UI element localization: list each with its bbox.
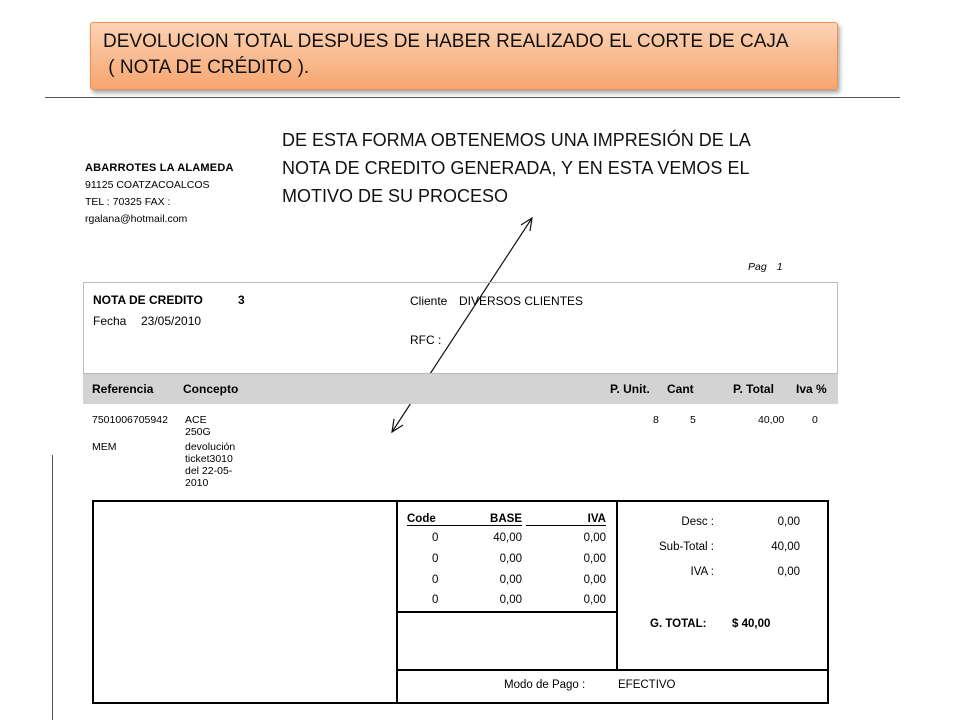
- tax-code: 0: [432, 532, 439, 544]
- tax-base: 40,00: [493, 532, 522, 544]
- left-vertical-rule: [52, 455, 53, 720]
- tax-base: 0,00: [499, 594, 522, 606]
- subtotal-value: 40,00: [771, 541, 800, 553]
- box-divider: [616, 502, 618, 670]
- rfc-label: RFC :: [410, 333, 442, 347]
- client-name: DIVERSOS CLIENTES: [459, 294, 584, 308]
- box-divider: [396, 502, 398, 704]
- col-total: P. Total: [733, 382, 774, 396]
- company-address: 91125 COATZACOALCOS: [85, 179, 210, 191]
- subtotal-label: Sub-Total :: [659, 541, 714, 553]
- tax-base: 0,00: [499, 553, 522, 565]
- company-name: ABARROTES LA ALAMEDA: [85, 162, 234, 174]
- items-table-header: [83, 374, 838, 404]
- box-divider: [396, 611, 617, 613]
- row-total: 40,00: [758, 414, 785, 426]
- row-unit-price: 8: [653, 414, 659, 426]
- page-number: 1: [776, 261, 783, 273]
- tax-iva: 0,00: [583, 574, 606, 586]
- date-label: Fecha: [93, 314, 127, 328]
- row-ref: 7501006705942: [92, 414, 168, 426]
- payment-label: Modo de Pago :: [504, 679, 586, 691]
- company-email: rgalana@hotmail.com: [85, 213, 188, 225]
- iva-total-value: 0,00: [777, 566, 800, 578]
- col-unit-price: P. Unit.: [610, 382, 650, 396]
- row-ref: MEM: [92, 441, 117, 453]
- row-concept: ACE 250G: [185, 414, 211, 438]
- iva-total-label: IVA :: [690, 566, 714, 578]
- tax-col-iva: IVA: [526, 513, 606, 526]
- tax-code: 0: [432, 553, 439, 565]
- col-iva: Iva %: [796, 382, 827, 396]
- note-date: 23/05/2010: [141, 314, 202, 328]
- desc-value: 0,00: [777, 516, 800, 528]
- explanation-line: DE ESTA FORMA OBTENEMOS UNA IMPRESIÓN DE LA: [282, 130, 751, 150]
- desc-label: Desc :: [681, 516, 714, 528]
- tax-iva: 0,00: [583, 594, 606, 606]
- tax-base: 0,00: [499, 574, 522, 586]
- explanation-line: NOTA DE CREDITO GENERADA, Y EN ESTA VEMOS EL: [282, 158, 750, 178]
- col-concepto: Concepto: [183, 382, 239, 396]
- company-phone: TEL : 70325 FAX :: [85, 196, 171, 208]
- explanation-line: MOTIVO DE SU PROCESO: [282, 186, 509, 206]
- totals-box: [92, 500, 829, 704]
- col-quantity: Cant: [667, 382, 694, 396]
- tax-iva: 0,00: [583, 553, 606, 565]
- note-title: NOTA DE CREDITO: [93, 293, 203, 307]
- payment-value: EFECTIVO: [618, 679, 676, 691]
- note-info-box: [83, 282, 838, 374]
- slide-title-line2: ( NOTA DE CRÉDITO ).: [103, 57, 310, 78]
- tax-col-base: BASE: [442, 513, 522, 526]
- page-indicator: [748, 261, 783, 273]
- box-divider: [396, 669, 829, 671]
- grand-total-value: $ 40,00: [732, 618, 771, 630]
- tax-iva: 0,00: [583, 532, 606, 544]
- slide-title-line1: DEVOLUCION TOTAL DESPUES DE HABER REALIZADO EL CORTE DE CAJA: [103, 31, 789, 52]
- tax-code: 0: [432, 594, 439, 606]
- tax-code: 0: [432, 574, 439, 586]
- tax-col-code: Code: [407, 513, 443, 526]
- col-referencia: Referencia: [92, 382, 154, 396]
- row-concept: devolución ticket3010 del 22-05-2010: [185, 441, 236, 489]
- row-quantity: 5: [690, 414, 696, 426]
- company-header: [85, 160, 234, 228]
- page-label: Pag: [748, 261, 767, 273]
- grand-total-label: G. TOTAL:: [650, 618, 707, 630]
- client-label: Cliente: [410, 294, 448, 308]
- row-iva: 0: [812, 414, 818, 426]
- note-number: 3: [238, 293, 245, 307]
